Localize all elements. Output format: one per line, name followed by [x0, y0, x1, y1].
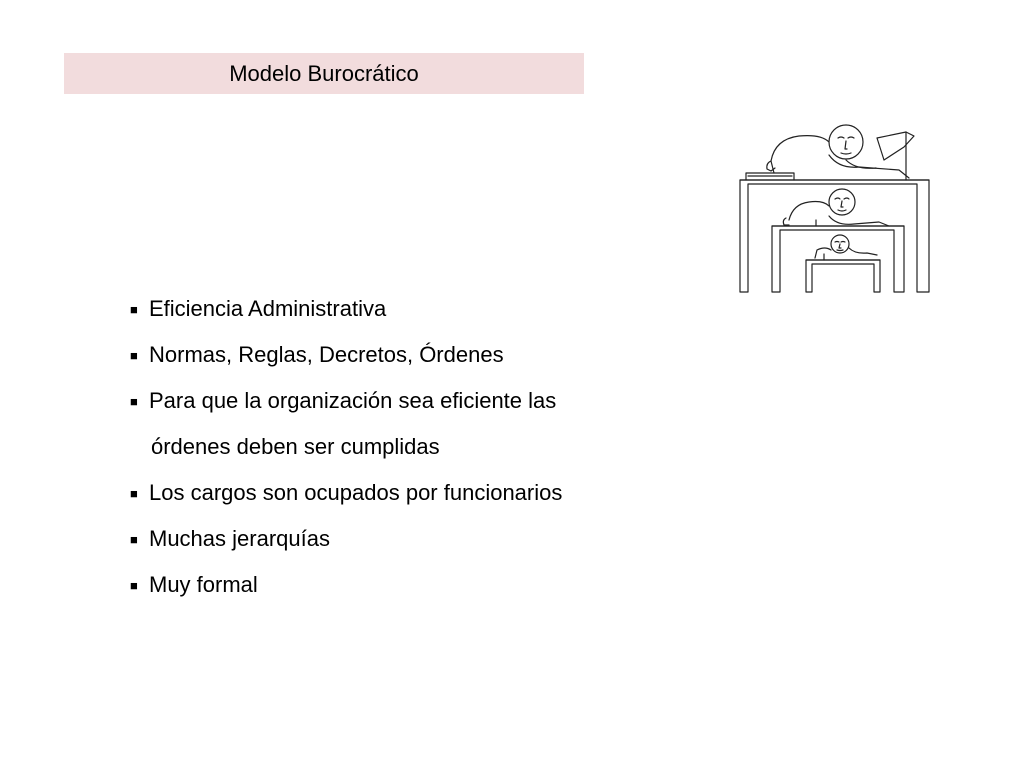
list-item — [130, 336, 730, 382]
list-item — [130, 382, 730, 428]
bureaucracy-hierarchy-illustration — [734, 120, 944, 298]
bullet-text: Muchas jerarquías — [149, 526, 330, 551]
list-item-continuation — [130, 428, 730, 474]
bullet-text: Para que la organización sea eficiente las — [149, 388, 557, 413]
square-bullet-icon: ■ — [130, 486, 138, 501]
list-item — [130, 520, 730, 566]
bullet-text: Normas, Reglas, Decretos, Órdenes — [149, 342, 504, 367]
square-bullet-icon: ■ — [130, 302, 138, 317]
square-bullet-icon: ■ — [130, 394, 138, 409]
list-item — [130, 290, 730, 336]
square-bullet-icon: ■ — [130, 578, 138, 593]
title-banner — [64, 53, 584, 94]
slide-title: Modelo Burocrático — [229, 60, 419, 86]
bullet-text: Eficiencia Administrativa — [149, 296, 387, 321]
list-item — [130, 474, 730, 520]
bullet-text: Los cargos son ocupados por funcionarios — [149, 480, 563, 505]
square-bullet-icon: ■ — [130, 348, 138, 363]
bullet-list — [130, 290, 730, 612]
list-item — [130, 566, 730, 612]
square-bullet-icon: ■ — [130, 532, 138, 547]
bullet-text: Muy formal — [149, 572, 258, 597]
bullet-continuation-text: órdenes deben ser cumplidas — [151, 434, 440, 459]
